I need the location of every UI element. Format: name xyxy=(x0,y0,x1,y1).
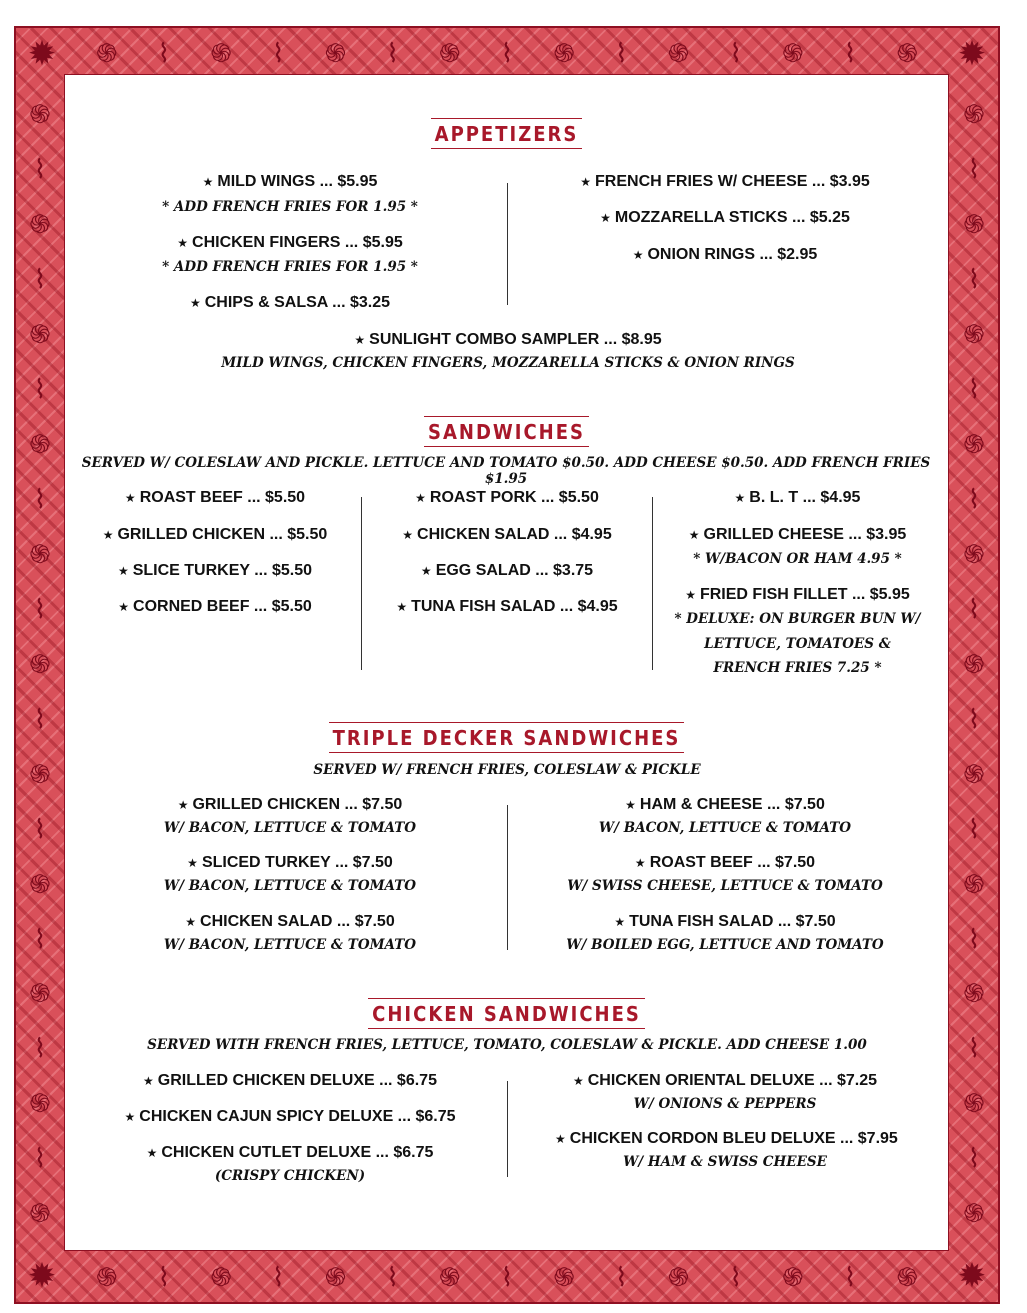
spiral-pattern-right: ֍ ⌇ ֍ ⌇ ֍ ⌇ ֍ ⌇ ֍ ⌇ ֍ ⌇ ֍ ⌇ ֍ ⌇ ֍ ⌇ ֍ ⌇ ֍ xyxy=(963,100,985,1230)
star-icon: ★ xyxy=(143,1074,154,1088)
sun-icon: ✹ xyxy=(957,34,987,74)
menu-item: ★ ROAST BEEF ... $5.50 xyxy=(124,489,306,506)
menu-item: ★ TUNA FISH SALAD ... $4.95 xyxy=(396,598,618,615)
section-title-appetizers: APPETIZERS xyxy=(0,118,1013,149)
spiral-pattern-top: ֍ ⌇ ֍ ⌇ ֍ ⌇ ֍ ⌇ ֍ ⌇ ֍ ⌇ ֍ ⌇ ֍ xyxy=(96,39,918,69)
menu-item: ★ SLICED TURKEY ... $7.50 xyxy=(187,854,393,871)
star-icon: ★ xyxy=(688,528,700,542)
item-note: W/ BACON, LETTUCE & TOMATO xyxy=(163,820,417,836)
menu-item: ★ ONION RINGS ... $2.95 xyxy=(632,246,818,263)
item-note: * W/BACON OR HAM 4.95 * xyxy=(693,551,902,567)
star-icon: ★ xyxy=(189,296,201,310)
item-note: FRENCH FRIES 7.25 * xyxy=(713,660,882,676)
star-icon: ★ xyxy=(734,491,746,505)
menu-item: ★ CHICKEN SALAD ... $7.50 xyxy=(185,913,395,930)
item-note: LETTUCE, TOMATOES & xyxy=(704,636,891,652)
sun-icon: ✹ xyxy=(27,1256,57,1296)
menu-item: ★ GRILLED CHICKEN ... $5.50 xyxy=(102,526,328,543)
star-icon: ★ xyxy=(117,564,129,578)
section-title-sandwiches: SANDWICHES xyxy=(0,416,1013,447)
menu-item: ★ MILD WINGS ... $5.95 xyxy=(202,173,378,190)
menu-item: ★ ROAST PORK ... $5.50 xyxy=(415,489,599,506)
menu-item: ★ TUNA FISH SALAD ... $7.50 xyxy=(614,913,836,930)
star-icon: ★ xyxy=(177,236,189,250)
menu-item: ★ B. L. T ... $4.95 xyxy=(734,489,861,506)
star-icon: ★ xyxy=(118,600,130,614)
menu-item: ★ EGG SALAD ... $3.75 xyxy=(420,562,594,579)
column-divider xyxy=(652,497,653,670)
item-note: W/ BOILED EGG, LETTUCE AND TOMATO xyxy=(566,937,884,953)
menu-item: ★ CORNED BEEF ... $5.50 xyxy=(118,598,312,615)
item-note: (CRISPY CHICKEN) xyxy=(214,1168,366,1184)
item-note: W/ BACON, LETTUCE & TOMATO xyxy=(598,820,852,836)
menu-item: ★ GRILLED CHICKEN DELUXE ... $6.75 xyxy=(143,1072,437,1089)
menu-item: ★ CHIPS & SALSA ... $3.25 xyxy=(189,294,390,311)
menu-item: ★ CHICKEN ORIENTAL DELUXE ... $7.25 xyxy=(572,1072,877,1089)
star-icon: ★ xyxy=(354,333,366,347)
menu-item: ★ ROAST BEEF ... $7.50 xyxy=(634,854,816,871)
section-title-chicken-sandwiches: CHICKEN SANDWICHES xyxy=(0,998,1013,1029)
star-icon: ★ xyxy=(415,491,426,505)
star-icon: ★ xyxy=(420,564,432,578)
star-icon: ★ xyxy=(634,856,646,870)
section-note: SERVED WITH FRENCH FRIES, LETTUCE, TOMATO, COLESLAW & PICKLE. ADD CHEESE 1.00 xyxy=(147,1037,867,1053)
star-icon: ★ xyxy=(580,175,592,189)
menu-item: ★ GRILLED CHICKEN ... $7.50 xyxy=(177,796,403,813)
menu-item: ★ CHICKEN SALAD ... $4.95 xyxy=(402,526,612,543)
item-note: * ADD FRENCH FRIES FOR 1.95 * xyxy=(162,259,418,275)
column-divider xyxy=(361,497,362,670)
star-icon: ★ xyxy=(614,915,626,929)
star-icon: ★ xyxy=(572,1074,584,1088)
section-title-triple-decker: TRIPLE DECKER SANDWICHES xyxy=(0,722,1013,753)
spiral-pattern-bottom: ֍ ⌇ ֍ ⌇ ֍ ⌇ ֍ ⌇ ֍ ⌇ ֍ ⌇ ֍ ⌇ ֍ xyxy=(96,1263,918,1293)
menu-item: ★ CHICKEN CUTLET DELUXE ... $6.75 xyxy=(146,1144,434,1161)
menu-item: ★ CHICKEN CAJUN SPICY DELUXE ... $6.75 xyxy=(124,1108,456,1125)
star-icon: ★ xyxy=(124,1110,136,1124)
item-note: * ADD FRENCH FRIES FOR 1.95 * xyxy=(162,199,418,215)
star-icon: ★ xyxy=(396,600,408,614)
column-divider xyxy=(507,805,508,950)
star-icon: ★ xyxy=(625,798,636,812)
sun-icon: ✹ xyxy=(957,1256,987,1296)
menu-item: ★ FRIED FISH FILLET ... $5.95 xyxy=(685,586,910,603)
item-note: W/ SWISS CHEESE, LETTUCE & TOMATO xyxy=(567,878,883,894)
star-icon: ★ xyxy=(187,856,198,870)
item-note: W/ BACON, LETTUCE & TOMATO xyxy=(163,937,417,953)
star-icon: ★ xyxy=(555,1132,566,1146)
item-note: MILD WINGS, CHICKEN FINGERS, MOZZARELLA STICKS & ONION RINGS xyxy=(221,355,795,371)
spiral-pattern-left: ֍ ⌇ ֍ ⌇ ֍ ⌇ ֍ ⌇ ֍ ⌇ ֍ ⌇ ֍ ⌇ ֍ ⌇ ֍ ⌇ ֍ ⌇ ֍ xyxy=(29,100,51,1230)
item-note: W/ HAM & SWISS CHEESE xyxy=(623,1154,827,1170)
section-note: SERVED W/ COLESLAW AND PICKLE. LETTUCE AND TOMATO $0.50. ADD CHEESE $0.50. ADD FRENCH FRIES $1.95 xyxy=(81,455,931,487)
star-icon: ★ xyxy=(402,528,414,542)
star-icon: ★ xyxy=(124,491,136,505)
star-icon: ★ xyxy=(185,915,197,929)
column-divider xyxy=(507,183,508,305)
menu-item: ★ SUNLIGHT COMBO SAMPLER ... $8.95 xyxy=(354,331,662,348)
star-icon: ★ xyxy=(146,1146,158,1160)
menu-item: ★ SLICE TURKEY ... $5.50 xyxy=(117,562,313,579)
section-note: SERVED W/ FRENCH FRIES, COLESLAW & PICKLE xyxy=(313,762,701,778)
menu-item: ★ MOZZARELLA STICKS ... $5.25 xyxy=(600,209,850,226)
star-icon: ★ xyxy=(632,248,644,262)
star-icon: ★ xyxy=(600,211,611,225)
menu-item: ★ CHICKEN FINGERS ... $5.95 xyxy=(177,234,403,251)
item-note: W/ BACON, LETTUCE & TOMATO xyxy=(163,878,417,894)
star-icon: ★ xyxy=(177,798,189,812)
menu-item: ★ HAM & CHEESE ... $7.50 xyxy=(625,796,825,813)
menu-item: ★ FRENCH FRIES W/ CHEESE ... $3.95 xyxy=(580,173,870,190)
sun-icon: ✹ xyxy=(27,34,57,74)
star-icon: ★ xyxy=(102,528,114,542)
star-icon: ★ xyxy=(685,588,696,602)
menu-item: ★ CHICKEN CORDON BLEU DELUXE ... $7.95 xyxy=(555,1130,898,1147)
star-icon: ★ xyxy=(202,175,214,189)
column-divider xyxy=(507,1081,508,1177)
item-note: W/ ONIONS & PEPPERS xyxy=(633,1096,817,1112)
item-note: * DELUXE: ON BURGER BUN W/ xyxy=(674,611,921,627)
menu-item: ★ GRILLED CHEESE ... $3.95 xyxy=(688,526,907,543)
